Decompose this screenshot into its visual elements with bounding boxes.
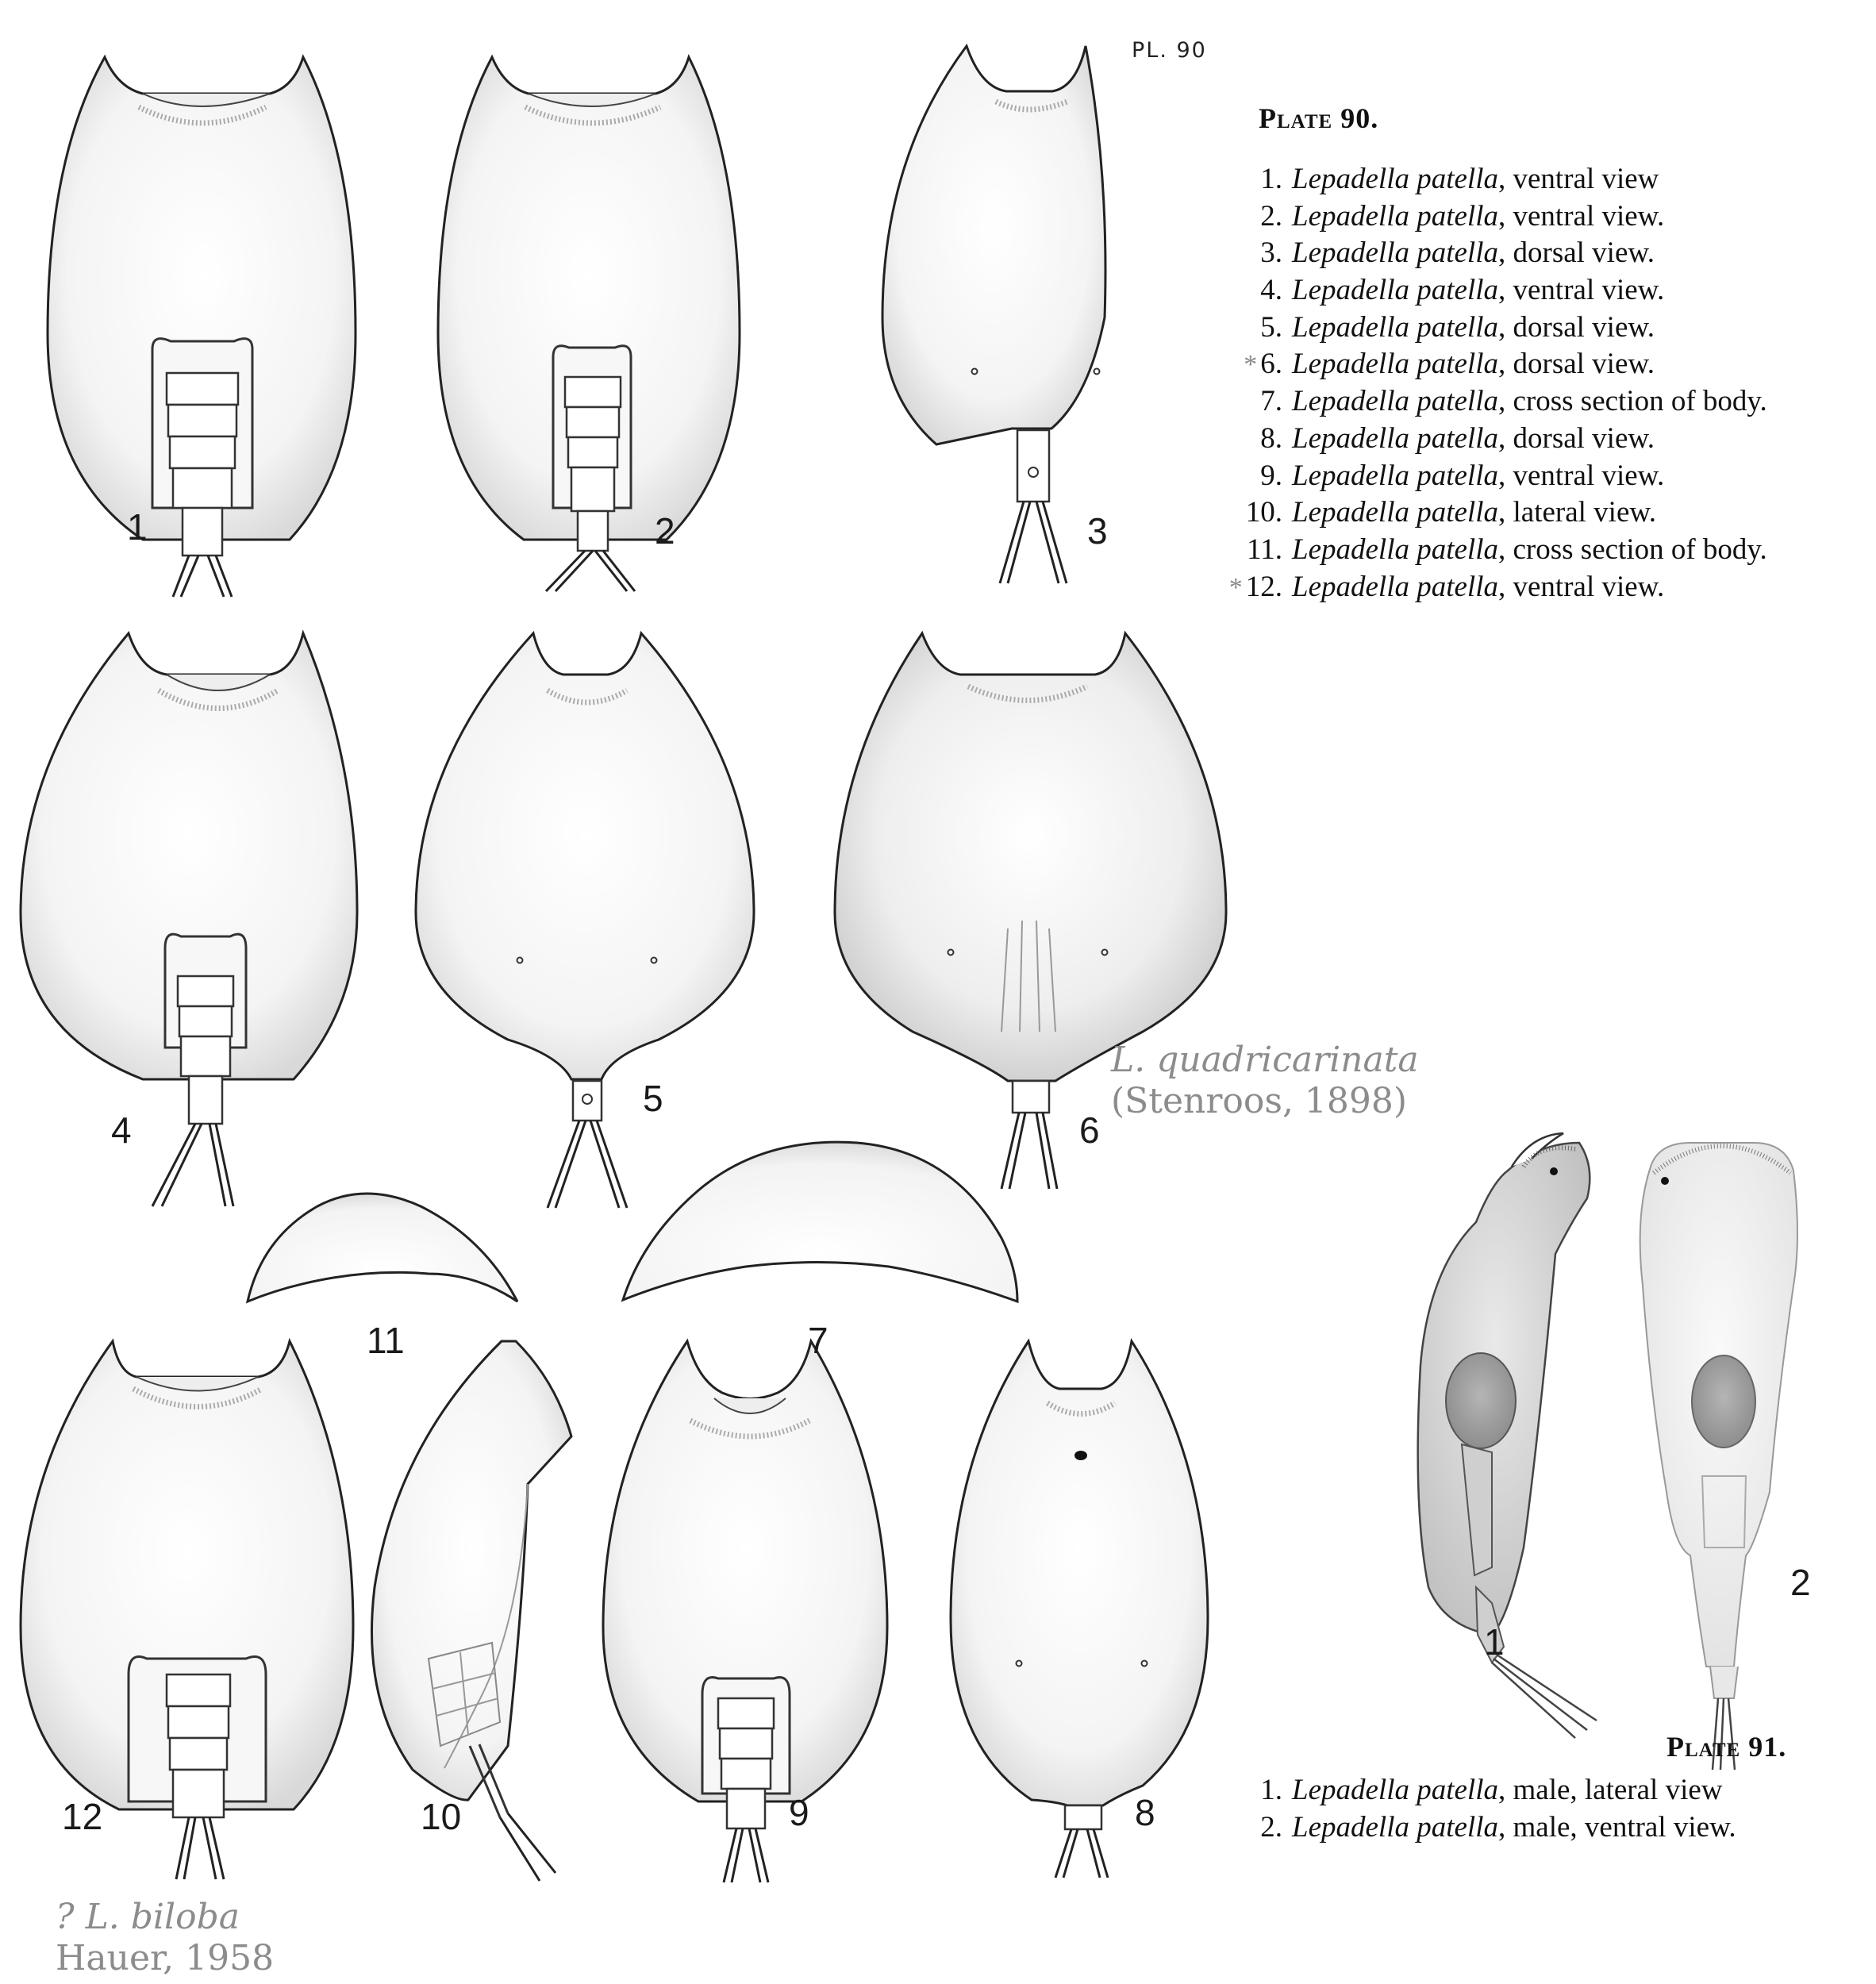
plate-90-title: Plate 90. xyxy=(1259,102,1379,134)
figure-3-dorsal xyxy=(882,46,1105,583)
figure-7-cross-section xyxy=(623,1142,1017,1302)
figure-1-ventral xyxy=(48,57,356,597)
figure-9-ventral xyxy=(603,1341,887,1882)
figure-10-lateral xyxy=(371,1341,571,1881)
plate-code: PL. 90 xyxy=(1132,38,1207,63)
quadricarinata-name: L. quadricarinata xyxy=(1111,1040,1419,1080)
legend-item-1: 1. Lepadella patella , ventral view xyxy=(1260,163,1659,195)
asterisk-mark: * xyxy=(1244,350,1258,380)
figure-5-dorsal xyxy=(416,633,754,1208)
legend-item-3: 3. Lepadella patella , dorsal view. xyxy=(1260,236,1655,270)
asterisk-mark: * xyxy=(1228,572,1243,602)
figure-number-5: 5 xyxy=(643,1078,663,1119)
figure-number-6: 6 xyxy=(1079,1109,1100,1151)
quadricarinata-author: (Stenroos, 1898) xyxy=(1111,1081,1408,1121)
figure-number-2: 2 xyxy=(655,510,675,552)
legend-item-12: * 12. Lepadella patella , ventral view. xyxy=(1228,570,1665,603)
legend-item-6: * 6. Lepadella patella , dorsal view. xyxy=(1244,348,1655,381)
figure-11-cross-section xyxy=(248,1194,517,1302)
biloba-author: Hauer, 1958 xyxy=(56,1938,275,1978)
figure-number-male-2: 2 xyxy=(1790,1562,1811,1603)
figure-number-3: 3 xyxy=(1087,510,1108,552)
biloba-annotation xyxy=(56,1897,274,1979)
legend-item-8: 8. Lepadella patella , dorsal view. xyxy=(1260,421,1655,455)
figure-number-10: 10 xyxy=(421,1796,462,1837)
quadricarinata-annotation xyxy=(1111,1040,1419,1122)
figure-number-11: 11 xyxy=(367,1320,405,1361)
legend-item-10: 10. Lepadella patella , lateral view. xyxy=(1245,496,1656,529)
plate-91-title: Plate 91. xyxy=(1666,1731,1787,1763)
legend-item-9: 9. Lepadella patella , ventral view. xyxy=(1260,459,1665,492)
figure-8-dorsal xyxy=(951,1341,1208,1878)
legend-item-2: 2. Lepadella patella , ventral view. xyxy=(1260,199,1665,233)
figure-male-1-lateral xyxy=(1418,1133,1597,1738)
biloba-name: ? L. biloba xyxy=(56,1897,240,1937)
figure-male-2-ventral xyxy=(1640,1143,1797,1770)
plate-91-legend xyxy=(1230,1730,1865,1847)
figure-number-8: 8 xyxy=(1135,1792,1155,1833)
figure-number-male-1: 1 xyxy=(1484,1621,1505,1663)
legend-item-7: 7. Lepadella patella , cross section of body. xyxy=(1260,385,1767,418)
legend-91-item-1: 1. Lepadella patella , male, lateral view xyxy=(1260,1774,1723,1806)
figure-number-12: 12 xyxy=(62,1796,103,1837)
figure-4-ventral xyxy=(21,633,357,1206)
legend-item-11: 11. Lepadella patella , cross section of body. xyxy=(1247,533,1767,566)
legend-91-item-2: 2. Lepadella patella , male, ventral view. xyxy=(1260,1810,1736,1844)
figure-number-7: 7 xyxy=(808,1320,828,1361)
figure-2-ventral xyxy=(438,57,740,591)
figure-number-9: 9 xyxy=(789,1792,809,1833)
legend-item-4: 4. Lepadella patella , ventral view. xyxy=(1260,274,1665,307)
legend-item-5: 5. Lepadella patella , dorsal view. xyxy=(1260,310,1655,344)
figure-number-1: 1 xyxy=(127,506,148,548)
plate-90-legend xyxy=(1213,102,1863,606)
figure-number-4: 4 xyxy=(111,1109,132,1151)
